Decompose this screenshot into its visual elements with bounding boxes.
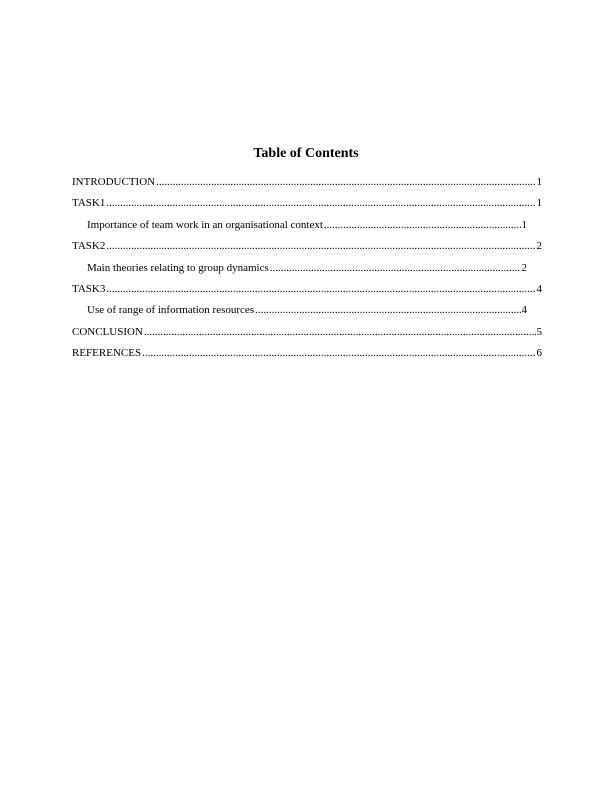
toc-entry-page-number: 2 <box>536 240 542 253</box>
toc-entry-label: INTRODUCTION <box>72 176 156 188</box>
toc-entry-page-number: 4 <box>521 304 527 317</box>
toc-entry-introduction[interactable] <box>72 175 542 189</box>
toc-entry-label: TASK2 <box>72 240 106 253</box>
toc-entry-team-work[interactable] <box>72 218 527 232</box>
toc-entry-label: Use of range of information resources <box>87 304 255 317</box>
toc-entry-page-number: 1 <box>536 176 542 188</box>
dot-leader <box>156 175 535 189</box>
toc-entry-label: REFERENCES <box>72 347 142 360</box>
toc-entry-task2[interactable] <box>72 239 542 253</box>
toc-entry-label: Importance of team work in an organisational context <box>87 218 323 231</box>
toc-entry-label: CONCLUSION <box>72 325 143 338</box>
toc-entry-task3[interactable] <box>72 282 542 296</box>
toc-entry-information-resources[interactable] <box>72 303 527 317</box>
dot-leader <box>255 303 520 317</box>
toc-entry-task1[interactable] <box>72 196 542 210</box>
toc-entry-conclusion[interactable] <box>72 325 542 339</box>
dot-leader <box>106 239 535 253</box>
toc-entry-page-number: 2 <box>521 261 527 274</box>
toc-entry-page-number: 1 <box>536 197 542 210</box>
dot-leader <box>106 196 535 210</box>
dot-leader <box>142 346 535 360</box>
toc-entry-references[interactable] <box>72 346 542 360</box>
dot-leader <box>144 325 536 339</box>
dot-leader <box>106 282 535 296</box>
toc-entry-page-number: 6 <box>536 347 542 360</box>
toc-title: Table of Contents <box>253 146 359 161</box>
toc-entry-page-number: 4 <box>536 282 542 295</box>
toc-entry-label: TASK1 <box>72 197 106 210</box>
toc-entry-page-number: 5 <box>536 325 542 338</box>
toc-entry-page-number: 1 <box>521 218 527 231</box>
dot-leader <box>324 218 521 232</box>
toc-entry-group-dynamics[interactable] <box>72 261 527 275</box>
toc-entry-label: Main theories relating to group dynamics <box>87 261 269 274</box>
toc-entry-label: TASK3 <box>72 282 106 295</box>
toc-list <box>72 175 542 368</box>
dot-leader <box>270 261 521 275</box>
